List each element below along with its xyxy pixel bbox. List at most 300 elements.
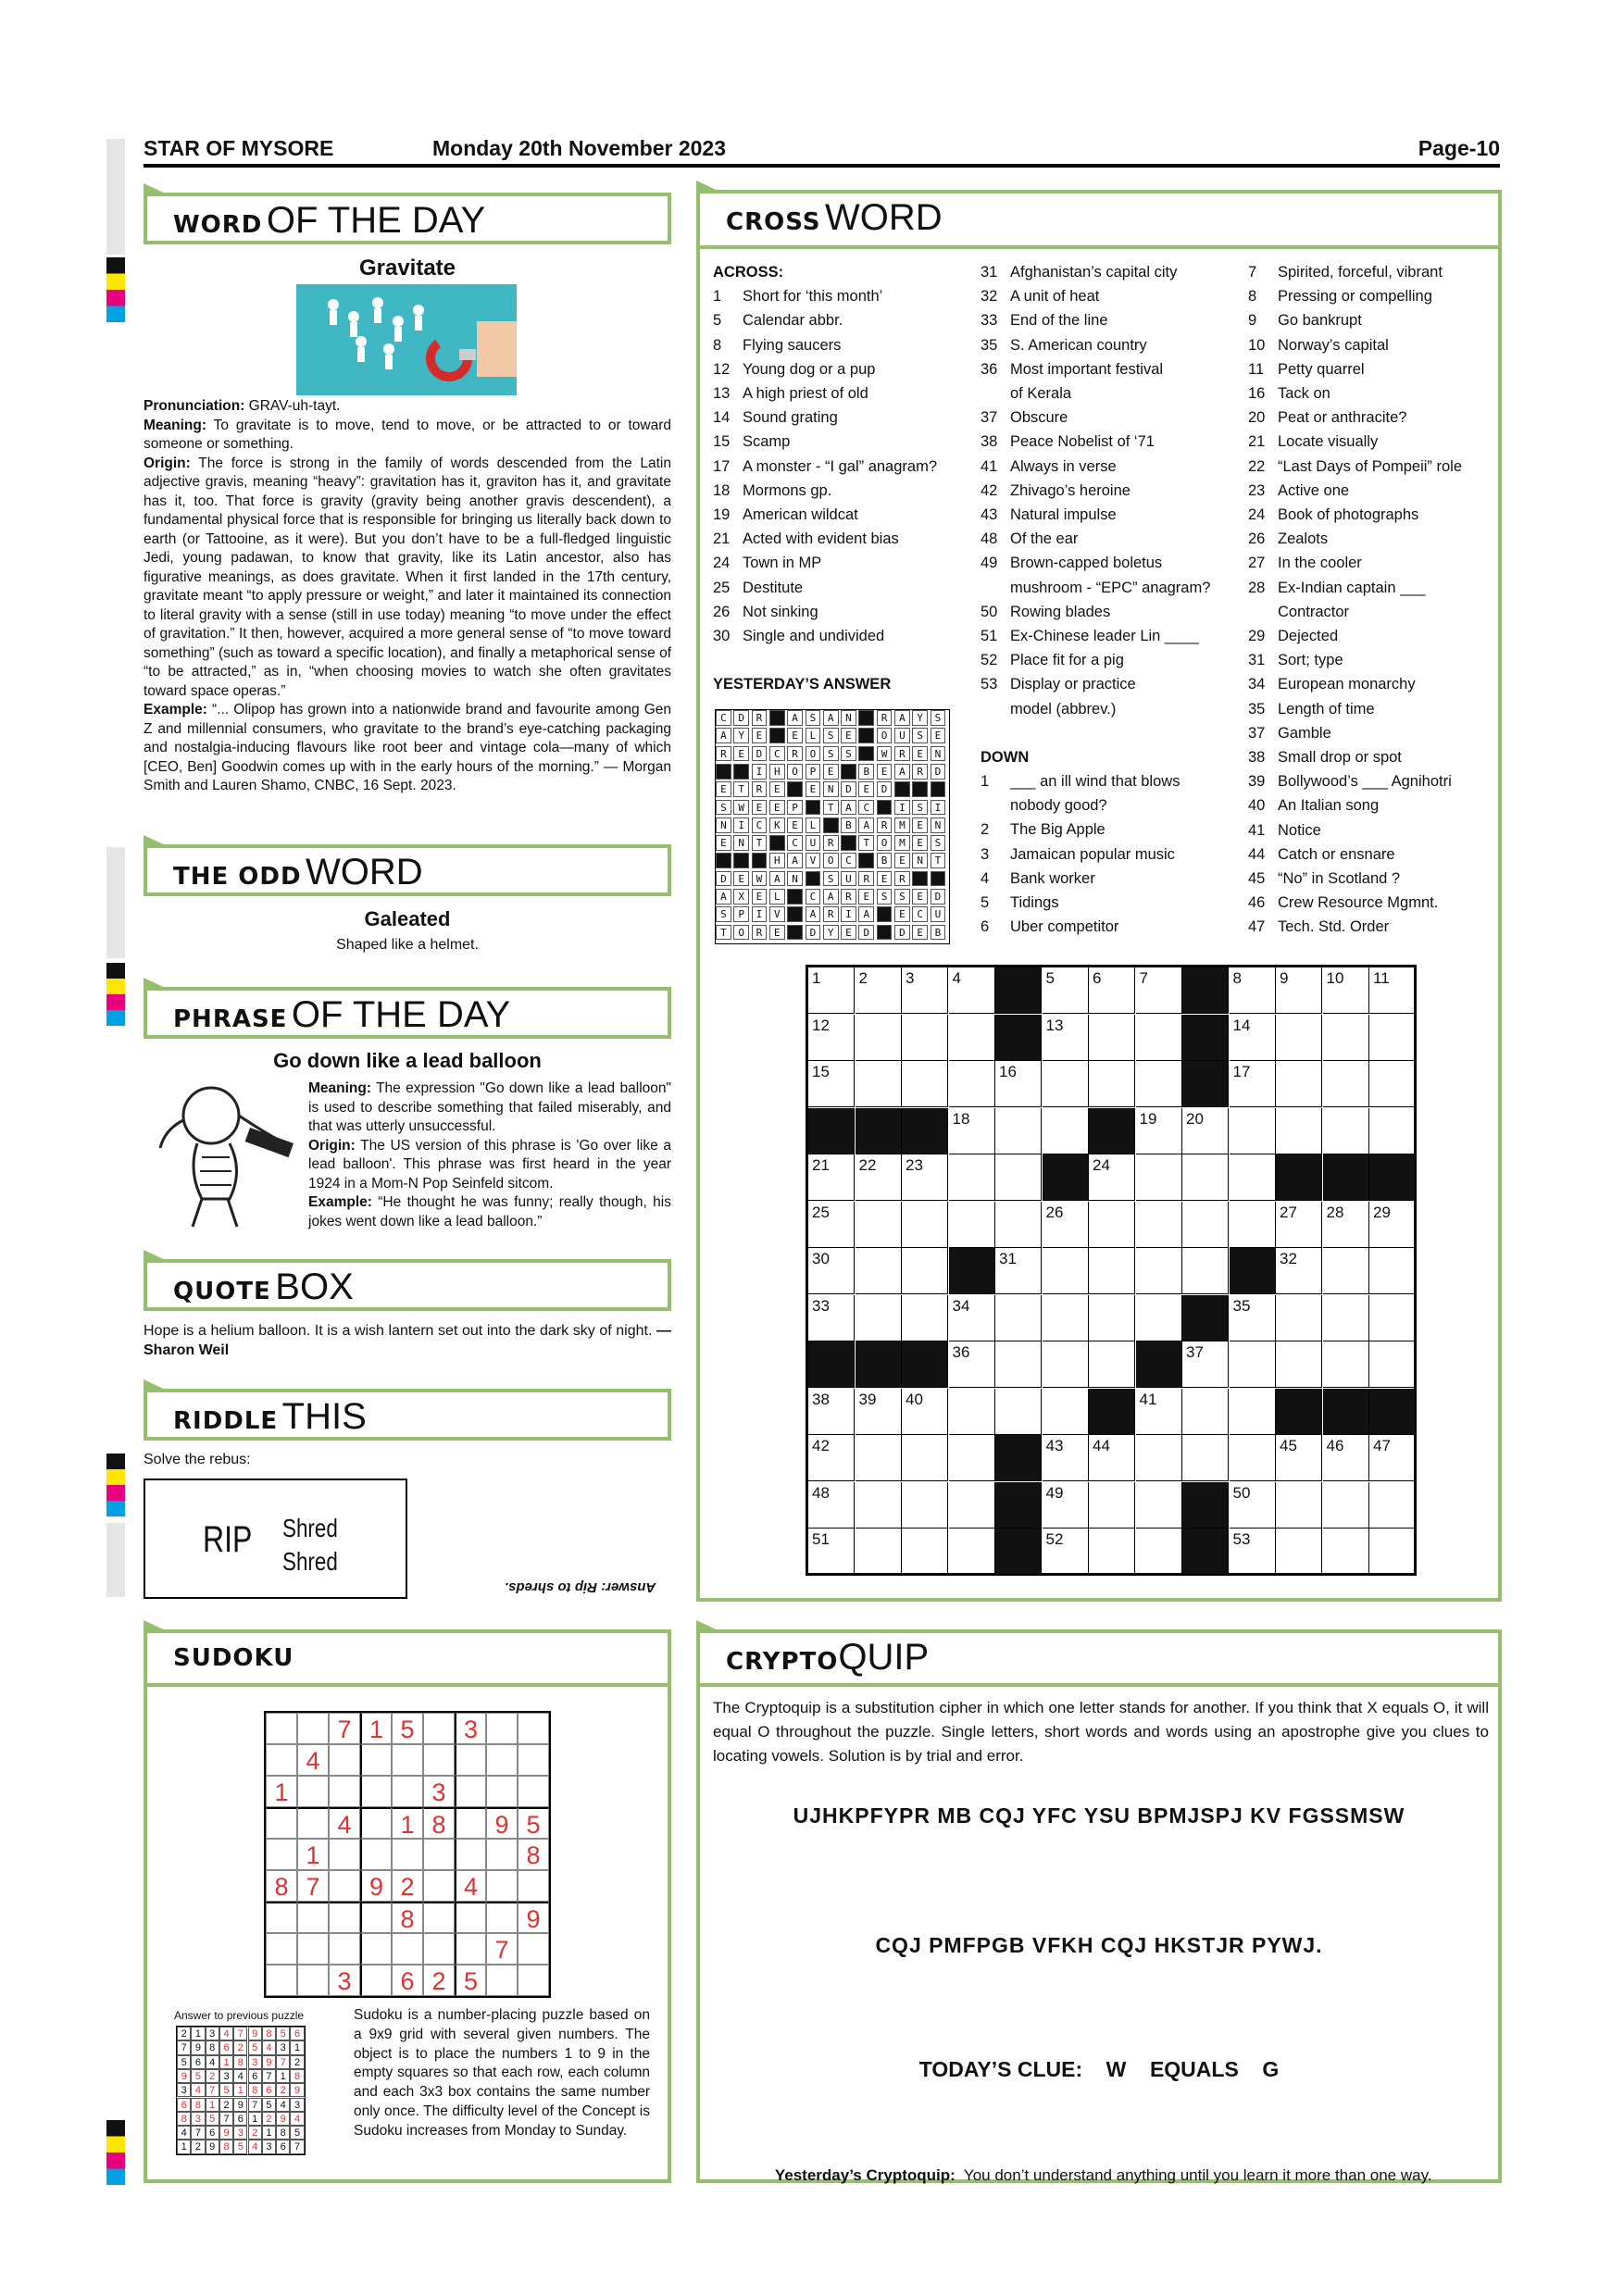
crossword-cell[interactable] [1043,967,1089,1014]
black-square [1323,1154,1369,1201]
crossword-cell[interactable] [995,1295,1042,1341]
crossword-cell[interactable] [1230,1061,1276,1107]
crossword-cell[interactable] [1276,1482,1322,1529]
pronunciation: GRAV-uh-tayt. [244,398,341,414]
crossword-cell[interactable] [1323,1341,1369,1388]
crossword-grid[interactable] [806,965,1417,1576]
sudoku-cell[interactable] [392,1839,423,1870]
crossword-cell[interactable] [856,1015,902,1061]
crossword-cell[interactable] [856,1389,902,1435]
header-flag [144,1250,171,1263]
header-flag [696,181,724,193]
crossword-cell[interactable] [1369,1529,1416,1575]
crossword-cell[interactable] [1276,1061,1322,1107]
cell-number: 50 [1232,1483,1251,1502]
crossword-cell[interactable] [1182,1435,1229,1481]
crossword-cell[interactable] [949,1154,995,1201]
crossword-cell[interactable] [995,1389,1042,1435]
crossword-cell[interactable] [1136,967,1182,1014]
crossword-cell[interactable] [808,1295,855,1341]
crossword-cell[interactable] [1230,1202,1276,1248]
answer-cell: N [716,817,731,833]
sudoku-cell[interactable] [266,1839,297,1870]
answer-cell: S [823,728,839,743]
crossword-cell[interactable] [902,1248,948,1294]
crossword-cell[interactable] [1182,1248,1229,1294]
crossword-cell[interactable] [1089,1248,1135,1294]
crossword-cell[interactable] [1136,1248,1182,1294]
sudoku-cell[interactable] [423,1713,455,1744]
crossword-cell[interactable] [1043,1108,1089,1154]
crossword-cell[interactable] [1323,1108,1369,1154]
sudoku-cell[interactable] [360,1933,392,1965]
sudoku-cell[interactable] [486,1870,518,1902]
crossword-cell[interactable] [1230,1154,1276,1201]
black-square [841,764,856,780]
crossword-cell[interactable] [1182,1108,1229,1154]
crossword-cell[interactable] [1323,1295,1369,1341]
sudoku-cell[interactable] [518,1713,549,1744]
crossword-cell[interactable] [1136,1435,1182,1481]
crossword-cell[interactable] [1369,967,1416,1014]
clue [713,430,937,454]
sudoku-cell[interactable] [455,1839,486,1870]
crossword-cell[interactable] [1089,1061,1135,1107]
answer-digit: 4 [191,2083,205,2097]
sudoku-cell[interactable] [360,1902,392,1933]
crossword-cell[interactable] [1230,1015,1276,1061]
answer-cell: A [806,906,821,922]
crossword-cell[interactable] [1089,1341,1135,1388]
crossword-cell[interactable] [1182,1341,1229,1388]
black-square [902,1108,948,1154]
sudoku-cell[interactable] [423,1902,455,1933]
clue [1248,308,1462,332]
clue-number: 35 [981,336,998,354]
clue-text: Short for ‘this month’ [743,288,883,306]
crossword-cell[interactable] [1043,1341,1089,1388]
clue-text: Acted with evident bias [743,530,899,548]
crossword-cell[interactable] [1323,1529,1369,1575]
answer-cell: S [931,710,946,726]
crossword-cell[interactable] [808,1202,855,1248]
sudoku-cell[interactable] [297,1713,329,1744]
crossword-cell[interactable] [1323,1435,1369,1481]
cell-number: 15 [812,1063,830,1080]
odd-word-def: Shaped like a helmet. [336,937,479,953]
black-square [1323,1389,1369,1435]
clue [981,455,1210,479]
sudoku-cell: 7 [486,1933,518,1965]
crossword-cell[interactable] [1323,1061,1369,1107]
crossword-cell[interactable] [902,1202,948,1248]
sudoku-cell[interactable] [266,1807,297,1839]
crossword-cell[interactable] [1182,1154,1229,1201]
clue [981,308,1210,332]
sudoku-cell[interactable] [360,1776,392,1807]
crossword-cell[interactable] [1276,1341,1322,1388]
crossword-cell[interactable] [1089,1435,1135,1481]
sudoku-cell[interactable] [329,1902,360,1933]
label: Example: [308,1194,372,1210]
crossword-cell[interactable] [949,1061,995,1107]
clue [981,600,1210,624]
answer-cell: R [716,746,731,762]
clue-text: Bollywood’s ___ Agnihotri [1278,773,1452,791]
sudoku-cell[interactable] [455,1902,486,1933]
answer-cell: T [931,853,946,868]
header-big: THIS [281,1396,367,1437]
crossword-cell[interactable] [1043,1389,1089,1435]
sudoku-cell[interactable] [329,1933,360,1965]
crossword-cell[interactable] [995,1341,1042,1388]
crossword-cell[interactable] [1230,1341,1276,1388]
clue [1248,455,1462,479]
crossword-cell[interactable] [1043,1435,1089,1481]
crossword-cell[interactable] [1230,1295,1276,1341]
sudoku-cell[interactable] [518,1965,549,1996]
crossword-cell[interactable] [1136,1015,1182,1061]
sudoku-cell[interactable] [518,1870,549,1902]
crossword-cell[interactable] [1043,1015,1089,1061]
sudoku-cell: 3 [423,1776,455,1807]
crossword-cell[interactable] [1276,1202,1322,1248]
clue [981,842,1210,867]
crossword-cell[interactable] [1230,1108,1276,1154]
crossword-cell[interactable] [856,1482,902,1529]
crossword-cell[interactable] [1369,1482,1416,1529]
crossword-cell[interactable] [902,967,948,1014]
crossword-cell[interactable] [949,1389,995,1435]
answer-digit: 8 [276,2126,290,2140]
clue-text: Notice [1278,821,1321,839]
sudoku-cell[interactable] [423,1744,455,1776]
sudoku-cell[interactable] [486,1965,518,1996]
sudoku-cell: 5 [518,1807,549,1839]
clue-text: S. American country [1010,336,1147,354]
sudoku-cell[interactable] [486,1713,518,1744]
answer-digit: 2 [219,2098,233,2112]
crossword-cell[interactable] [1182,1389,1229,1435]
sudoku-cell[interactable] [297,1902,329,1933]
sudoku-cell[interactable] [455,1807,486,1839]
crossword-cell[interactable] [1043,1248,1089,1294]
answer-cell: D [716,871,731,887]
crossword-cell[interactable] [902,1529,948,1575]
sudoku-cell[interactable] [297,1776,329,1807]
clue-text: Petty quarrel [1278,360,1365,378]
crossword-cell[interactable] [1369,1015,1416,1061]
sudoku-cell[interactable] [329,1870,360,1902]
crossword-cell[interactable] [1369,1108,1416,1154]
answer-cell: E [912,925,928,941]
clue-text: Locate visually [1278,433,1379,451]
clue [981,817,1210,842]
cell-number: 24 [1093,1156,1110,1174]
crossword-cell[interactable] [1323,1015,1369,1061]
answer-cell: C [787,835,803,851]
crossword-cell[interactable] [1230,1389,1276,1435]
sudoku-cell[interactable] [518,1776,549,1807]
clue-number: 21 [1248,433,1266,451]
crossword-cell[interactable] [1136,1108,1182,1154]
crossword-cell[interactable] [1182,1202,1229,1248]
clue-text: Spirited, forceful, vibrant [1278,264,1443,281]
sudoku-cell: 2 [392,1870,423,1902]
crossword-cell[interactable] [1276,1108,1322,1154]
crossword-cell[interactable] [902,1389,948,1435]
crossword-cell[interactable] [1089,1482,1135,1529]
sudoku-cell[interactable] [360,1744,392,1776]
sudoku-cell: 4 [297,1744,329,1776]
clue-number: 29 [1248,628,1266,645]
sudoku-cell[interactable] [392,1933,423,1965]
crossword-cell[interactable] [1369,1341,1416,1388]
black-square [841,835,856,851]
cell-number: 40 [906,1390,923,1408]
crossword-cell[interactable] [949,1202,995,1248]
crossword-cell[interactable] [1323,1202,1369,1248]
crossword-cell[interactable] [856,1529,902,1575]
sudoku-cell[interactable] [297,1933,329,1965]
crossword-cell[interactable] [856,1154,902,1201]
black-square [1276,1154,1322,1201]
header-small: RIDDLE [173,1407,279,1435]
answer-digit: 6 [206,2126,219,2140]
crossword-cell[interactable] [1043,1529,1089,1575]
crossword-cell[interactable] [902,1295,948,1341]
answer-cell: M [894,835,910,851]
crossword-cell[interactable] [808,1061,855,1107]
crossword-cell[interactable] [808,1015,855,1061]
crossword-cell[interactable] [808,1154,855,1201]
crossword-cell[interactable] [1136,1482,1182,1529]
crossword-cell[interactable] [1276,967,1322,1014]
wotd-body [144,397,671,796]
clue [981,576,1210,600]
clue-text: A unit of heat [1010,288,1100,306]
clue-text: Scamp [743,433,791,451]
clue [1248,842,1462,867]
crossword-cell[interactable] [808,967,855,1014]
crossword-cell[interactable] [949,1015,995,1061]
sudoku-cell[interactable] [423,1839,455,1870]
crossword-cell[interactable] [808,1389,855,1435]
crossword-cell[interactable] [949,1341,995,1388]
clue-number: 15 [713,433,731,451]
crossword-cell[interactable] [1323,1482,1369,1529]
sudoku-cell[interactable] [329,1776,360,1807]
answer-digit: 5 [206,2112,219,2126]
sudoku-cell[interactable] [360,1839,392,1870]
answer-cell: E [931,728,946,743]
crossword-cell[interactable] [995,1154,1042,1201]
clue-text: Ex-Indian captain ___ [1278,579,1426,596]
crossword-cell[interactable] [1136,1295,1182,1341]
sudoku-cell[interactable] [329,1839,360,1870]
black-square [1089,1389,1135,1435]
crossword-cell[interactable] [1043,1482,1089,1529]
crossword-cell[interactable] [1369,1435,1416,1481]
crossword-cell[interactable] [856,967,902,1014]
crossword-cell[interactable] [1323,1248,1369,1294]
crossword-cell[interactable] [1276,1248,1322,1294]
crossword-cell[interactable] [1136,1061,1182,1107]
crossword-cell[interactable] [949,1482,995,1529]
sudoku-cell[interactable] [329,1744,360,1776]
crossword-cell[interactable] [1136,1389,1182,1435]
quote-header [144,1259,671,1311]
crossword-cell[interactable] [1276,1295,1322,1341]
sudoku-cell[interactable] [486,1839,518,1870]
quote-text: Hope is a helium balloon. It is a wish lantern set out into the dark sky of night. [144,1323,656,1339]
sudoku-grid[interactable] [264,1711,551,1998]
crossword-cell[interactable] [1230,967,1276,1014]
crossword-cell[interactable] [856,1248,902,1294]
crossword-cell[interactable] [1230,1529,1276,1575]
sudoku-cell[interactable] [266,1902,297,1933]
header-big: WORD [306,852,423,892]
sudoku-cell[interactable] [266,1933,297,1965]
crossword-cell[interactable] [808,1248,855,1294]
crossword-cell[interactable] [949,1529,995,1575]
crossword-cell[interactable] [1323,967,1369,1014]
sudoku-cell[interactable] [486,1744,518,1776]
crossword-cell[interactable] [856,1061,902,1107]
answer-digit: 2 [248,2126,262,2140]
clue-number: 45 [1248,870,1266,888]
sudoku-cell[interactable] [423,1933,455,1965]
crossword-cell[interactable] [1369,1295,1416,1341]
crossword-cell[interactable] [1089,967,1135,1014]
answer-digit: 2 [276,2083,290,2097]
answer-cell: A [858,906,874,922]
crossword-cell[interactable] [1136,1529,1182,1575]
clue-number: 31 [981,264,998,281]
crossword-cell[interactable] [1276,1529,1322,1575]
crossword-cell[interactable] [1136,1202,1182,1248]
crossword-cell[interactable] [1043,1295,1089,1341]
crossword-cell[interactable] [995,1061,1042,1107]
crossword-cell[interactable] [856,1435,902,1481]
sudoku-cell[interactable] [392,1776,423,1807]
clue-list [981,260,1210,721]
crossword-cell[interactable] [1089,1154,1135,1201]
black-square [1182,1061,1229,1107]
sudoku-cell[interactable] [455,1744,486,1776]
crossword-cell[interactable] [1089,1202,1135,1248]
clue-number: 38 [981,433,998,451]
answer-cell: N [841,710,856,726]
clue-number: 5 [713,312,722,330]
clue-text: Uber competitor [1010,918,1119,936]
crossword-cell[interactable] [808,1482,855,1529]
crossword-cell[interactable] [1230,1435,1276,1481]
black-square [1136,1341,1182,1388]
sudoku-cell[interactable] [518,1744,549,1776]
sudoku-cell[interactable] [360,1807,392,1839]
sudoku-cell[interactable] [266,1744,297,1776]
answer-cell: E [769,781,785,797]
sudoku-cell[interactable] [297,1807,329,1839]
answer-cell: E [912,835,928,851]
crossword-cell[interactable] [902,1435,948,1481]
crossword-cell[interactable] [1276,1435,1322,1481]
crossword-cell[interactable] [856,1295,902,1341]
crossword-cell[interactable] [856,1202,902,1248]
crossword-cell[interactable] [808,1529,855,1575]
crossword-cell[interactable] [949,1108,995,1154]
sudoku-cell[interactable] [455,1933,486,1965]
crossword-cell[interactable] [995,1248,1042,1294]
sudoku-cell[interactable] [486,1776,518,1807]
sudoku-cell[interactable] [518,1933,549,1965]
crossword-cell[interactable] [949,1435,995,1481]
answer-cell: D [931,889,946,905]
answer-digit: 6 [248,2069,262,2083]
crossword-cell[interactable] [949,1295,995,1341]
clue-text: In the cooler [1278,555,1362,572]
crossword-cell[interactable] [1089,1015,1135,1061]
crossword-cell[interactable] [995,1202,1042,1248]
crossword-cell[interactable] [1230,1482,1276,1529]
sudoku-cell[interactable] [455,1776,486,1807]
cell-number: 30 [812,1250,830,1267]
sudoku-cell[interactable] [360,1965,392,1996]
answer-cell: D [894,925,910,941]
header-small: PHRASE [173,1005,288,1033]
answer-digit: 8 [177,2112,191,2126]
cell-number: 25 [812,1203,830,1221]
crossword-cell[interactable] [902,1154,948,1201]
sudoku-cell[interactable] [297,1965,329,1996]
sudoku-cell[interactable] [266,1965,297,1996]
black-square [769,835,785,851]
crossword-cell[interactable] [902,1015,948,1061]
clue-text: of Kerala [1010,385,1072,403]
crossword-cell[interactable] [949,967,995,1014]
answer-digit: 5 [248,2040,262,2054]
crossword-cell[interactable] [1043,1202,1089,1248]
clue [1248,867,1462,891]
crossword-cell[interactable] [995,1108,1042,1154]
sudoku-cell[interactable] [266,1713,297,1744]
cell-number: 39 [858,1390,877,1408]
crossword-cell[interactable] [1136,1154,1182,1201]
crossword-cell[interactable] [1369,1061,1416,1107]
crossword-cell[interactable] [1369,1248,1416,1294]
sudoku-cell[interactable] [423,1870,455,1902]
clue-number: 7 [1248,264,1257,281]
sudoku-cell: 5 [455,1965,486,1996]
crossword-cell[interactable] [1089,1295,1135,1341]
crossword-cell[interactable] [808,1435,855,1481]
potd-phrase: Go down like a lead balloon [273,1049,542,1072]
answer-digit: 6 [276,2140,290,2153]
crossword-cell[interactable] [1043,1061,1089,1107]
crossword-cell[interactable] [1369,1202,1416,1248]
crossword-cell[interactable] [902,1061,948,1107]
answer-digit: 6 [290,2027,304,2040]
quote-body [144,1322,671,1360]
crossword-cell[interactable] [902,1482,948,1529]
crossword-cell[interactable] [1089,1529,1135,1575]
black-square [856,1108,902,1154]
crossword-cell[interactable] [1276,1015,1322,1061]
sudoku-cell[interactable] [486,1902,518,1933]
answer-cell: D [877,781,893,797]
sudoku-cell[interactable] [392,1744,423,1776]
